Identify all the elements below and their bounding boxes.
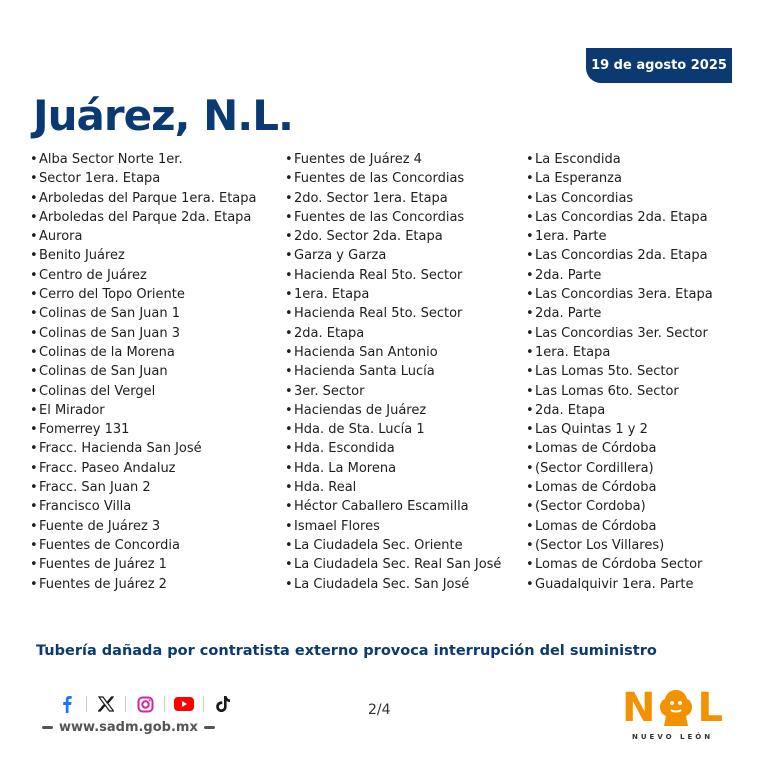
website-footer [42, 720, 215, 735]
icon-divider [86, 696, 87, 712]
colonia-item: • Hacienda San Antonio [285, 343, 520, 362]
colonia-item: • Lomas de Córdoba [526, 517, 751, 536]
colonia-item: • Las Concordias 2da. Etapa [526, 246, 751, 265]
colonia-item: • 2da. Etapa [526, 401, 751, 420]
colonia-item: • Alba Sector Norte 1er. [30, 150, 270, 169]
logo-subtitle: NUEVO LEÓN [632, 733, 714, 741]
colonia-item: • Hda. La Morena [285, 459, 520, 478]
colonia-item: • Las Quintas 1 y 2 [526, 420, 751, 439]
youtube-icon[interactable] [173, 694, 195, 714]
facebook-icon[interactable] [56, 694, 78, 714]
colonia-item: • El Mirador [30, 401, 270, 420]
colonia-item: • Hda. de Sta. Lucía 1 [285, 420, 520, 439]
colonia-item: • Fuentes de Concordia [30, 536, 270, 555]
headline: Tubería dañada por contratista externo provoca interrupción del suministro [36, 643, 657, 659]
colonia-item: • Guadalquivir 1era. Parte [526, 575, 751, 594]
colonia-item: • 1era. Etapa [526, 343, 751, 362]
colonia-item: • Colinas de la Morena [30, 343, 270, 362]
colonia-item: • Las Lomas 5to. Sector [526, 362, 751, 381]
colonia-item: • La Ciudadela Sec. San José [285, 575, 520, 594]
colonia-item: • La Escondida [526, 150, 751, 169]
colonia-item: • Haciendas de Juárez [285, 401, 520, 420]
colonias-column-3 [526, 150, 751, 594]
colonia-item: • Colinas de San Juan 1 [30, 304, 270, 323]
nuevo-leon-logo [622, 685, 732, 746]
colonia-item: • Lomas de Córdoba [526, 439, 751, 458]
colonia-item: • Las Lomas 6to. Sector [526, 382, 751, 401]
colonia-item: • Hda. Real [285, 478, 520, 497]
colonia-item: • Las Concordias [526, 189, 751, 208]
colonia-item: • Centro de Juárez [30, 266, 270, 285]
colonia-item: • Fracc. San Juan 2 [30, 478, 270, 497]
tiktok-icon[interactable] [212, 694, 234, 714]
logo-letter-n: N [622, 685, 656, 731]
colonia-item: • Arboledas del Parque 1era. Etapa [30, 189, 270, 208]
colonia-item: • Sector 1era. Etapa [30, 169, 270, 188]
colonia-item: • Las Concordias 3era. Etapa [526, 285, 751, 304]
colonia-item: • 2do. Sector 2da. Etapa [285, 227, 520, 246]
date-badge [586, 48, 732, 83]
colonia-item: • Fuente de Juárez 3 [30, 517, 270, 536]
colonia-item: • Fomerrey 131 [30, 420, 270, 439]
colonia-item: • Las Concordias 3er. Sector [526, 324, 751, 343]
colonia-item: • Colinas de San Juan 3 [30, 324, 270, 343]
logo-letter-l: L [697, 685, 723, 731]
colonia-item: • 1era. Parte [526, 227, 751, 246]
colonia-item: • Colinas del Vergel [30, 382, 270, 401]
colonia-item: • Benito Juárez [30, 246, 270, 265]
colonia-item: • (Sector Los Villares) [526, 536, 751, 555]
x-icon[interactable] [95, 694, 117, 714]
colonia-item: • Fuentes de Juárez 1 [30, 555, 270, 574]
colonia-item: • La Ciudadela Sec. Oriente [285, 536, 520, 555]
colonia-item: • Ismael Flores [285, 517, 520, 536]
colonia-item: • Francisco Villa [30, 497, 270, 516]
colonia-item: • Fracc. Paseo Andaluz [30, 459, 270, 478]
colonia-item: • Arboledas del Parque 2da. Etapa [30, 208, 270, 227]
colonia-item: • Garza y Garza [285, 246, 520, 265]
colonia-item: • Cerro del Topo Oriente [30, 285, 270, 304]
colonia-item: • 3er. Sector [285, 382, 520, 401]
colonia-item: • Hda. Escondida [285, 439, 520, 458]
colonia-item: • (Sector Cordillera) [526, 459, 751, 478]
website-link[interactable]: www.sadm.gob.mx [59, 720, 198, 735]
colonia-item: • 2do. Sector 1era. Etapa [285, 189, 520, 208]
colonia-item: • Fuentes de las Concordias [285, 208, 520, 227]
social-icons [56, 694, 234, 714]
colonia-item: • 1era. Etapa [285, 285, 520, 304]
colonia-item: • (Sector Cordoba) [526, 497, 751, 516]
colonia-item: • 2da. Parte [526, 304, 751, 323]
colonias-column-2 [285, 150, 520, 594]
colonia-item: • Lomas de Córdoba [526, 478, 751, 497]
icon-divider [164, 696, 165, 712]
dash-right [204, 726, 215, 729]
colonia-item: • La Ciudadela Sec. Real San José [285, 555, 520, 574]
colonia-item: • Colinas de San Juan [30, 362, 270, 381]
colonia-item: • Fuentes de Juárez 4 [285, 150, 520, 169]
icon-divider [203, 696, 204, 712]
colonia-item: • Fuentes de Juárez 2 [30, 575, 270, 594]
page-title: Juárez, N.L. [33, 91, 293, 140]
page-indicator: 2/4 [368, 702, 391, 718]
colonia-item: • Aurora [30, 227, 270, 246]
colonia-item: • 2da. Etapa [285, 324, 520, 343]
date-text: 19 de agosto 2025 [591, 58, 727, 73]
icon-divider [125, 696, 126, 712]
colonia-item: • Fracc. Hacienda San José [30, 439, 270, 458]
colonia-item: • Fuentes de las Concordias [285, 169, 520, 188]
colonia-item: • Las Concordias 2da. Etapa [526, 208, 751, 227]
colonia-item: • Hacienda Real 5to. Sector [285, 304, 520, 323]
colonia-item: • Hacienda Real 5to. Sector [285, 266, 520, 285]
instagram-icon[interactable] [134, 694, 156, 714]
colonia-item: • 2da. Parte [526, 266, 751, 285]
colonia-item: • Héctor Caballero Escamilla [285, 497, 520, 516]
colonia-item: • Hacienda Santa Lucía [285, 362, 520, 381]
colonias-column-1 [30, 150, 270, 594]
dash-left [42, 726, 53, 729]
lion-icon [658, 688, 694, 728]
colonia-item: • La Esperanza [526, 169, 751, 188]
colonia-item: • Lomas de Córdoba Sector [526, 555, 751, 574]
